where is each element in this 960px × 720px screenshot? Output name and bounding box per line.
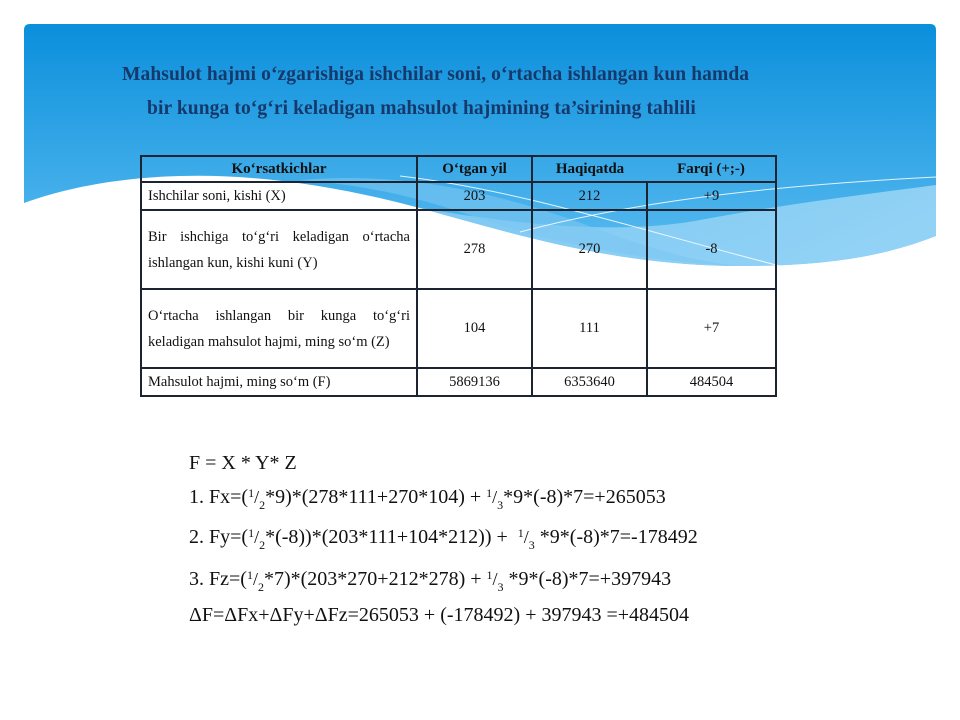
table-row xyxy=(141,289,776,368)
diff-value: -8 xyxy=(647,210,776,289)
actual-value: 6353640 xyxy=(532,368,647,396)
row-label: O‘rtacha ishlangan bir kunga to‘g‘ri keladigan mahsulot hajmi, ming so‘m (Z) xyxy=(141,289,417,368)
table-row xyxy=(141,368,776,396)
actual-value: 111 xyxy=(532,289,647,368)
formula-text: *(-8))*(203*111+104*212)) + xyxy=(265,526,518,548)
header-indicators: Ko‘rsatkichlar xyxy=(141,156,417,182)
fraction-third: 1/3 xyxy=(517,526,535,552)
fraction-half: 1/2 xyxy=(246,568,264,594)
diff-value: 484504 xyxy=(647,368,776,396)
formula-fx xyxy=(189,486,666,513)
header-difference: Farqi (+;-) xyxy=(647,156,776,182)
formula-text: *9*(-8)*7=+265053 xyxy=(503,486,666,508)
indicators-table xyxy=(140,155,777,397)
actual-value: 212 xyxy=(532,182,647,210)
actual-value: 270 xyxy=(532,210,647,289)
formula-text: 2. Fy=( xyxy=(189,526,249,548)
fraction-third: 1/3 xyxy=(486,568,504,594)
formula-main: F = X * Y* Z xyxy=(189,452,297,474)
formula-text: *9)*(278*111+270*104) + xyxy=(265,486,487,508)
table-row xyxy=(141,210,776,289)
row-label: Ishchilar soni, kishi (X) xyxy=(141,182,417,210)
formula-fz xyxy=(189,568,671,595)
previous-value: 278 xyxy=(417,210,532,289)
formula-fy xyxy=(189,526,698,553)
fraction-half: 1/2 xyxy=(248,526,266,552)
row-label: Mahsulot hajmi, ming so‘m (F) xyxy=(141,368,417,396)
formula-text: 3. Fz=( xyxy=(189,568,247,590)
header-actual: Haqiqatda xyxy=(532,156,647,182)
table-header-row xyxy=(141,156,776,182)
diff-value: +9 xyxy=(647,182,776,210)
table-row xyxy=(141,182,776,210)
title-line-1: Mahsulot hajmi o‘zgarishiga ishchilar soni, o‘rtacha ishlangan kun hamda xyxy=(122,64,750,85)
header-previous-year: O‘tgan yil xyxy=(417,156,532,182)
previous-value: 5869136 xyxy=(417,368,532,396)
formula-text: *7)*(203*270+212*278) + xyxy=(263,568,487,590)
row-label: Bir ishchiga to‘g‘ri keladigan o‘rtacha ishlangan kun, kishi kuni (Y) xyxy=(141,210,417,289)
formula-text: *9*(-8)*7=+397943 xyxy=(503,568,672,590)
previous-value: 104 xyxy=(417,289,532,368)
diff-value: +7 xyxy=(647,289,776,368)
fraction-half: 1/2 xyxy=(248,486,266,512)
formula-text: 1. Fx=( xyxy=(189,486,249,508)
fraction-third: 1/3 xyxy=(486,486,504,512)
formula-total: ΔF=ΔFx+ΔFy+ΔFz=265053 + (-178492) + 397943 =+484504 xyxy=(189,604,690,626)
previous-value: 203 xyxy=(417,182,532,210)
formula-text: *9*(-8)*7=-178492 xyxy=(534,526,698,548)
title-line-2: bir kunga to‘g‘ri keladigan mahsulot hajmining ta’sirining tahlili xyxy=(147,98,696,119)
